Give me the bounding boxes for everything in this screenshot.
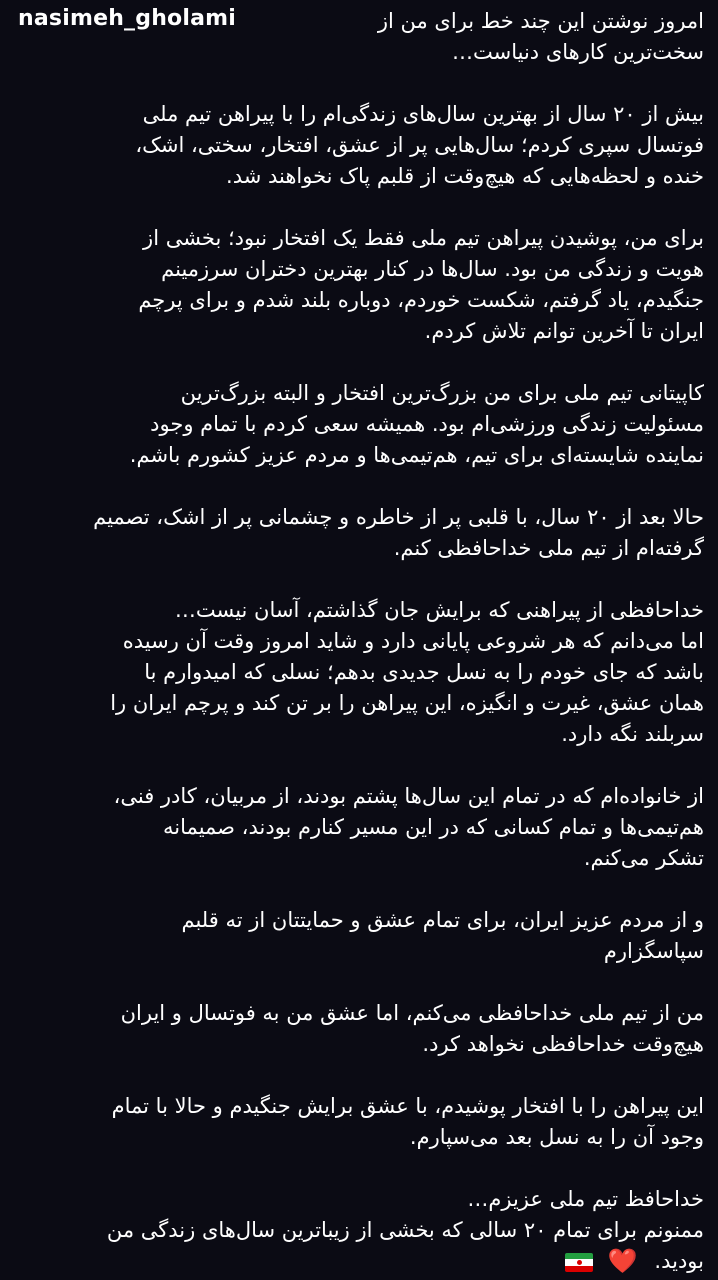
caption-line: مسئولیت زندگی ورزشی‌ام بود. همیشه سعی کردم با تمام وجود (150, 412, 704, 436)
caption-line: نماینده شایسته‌ای برای تیم، هم‌تیمی‌ها و مردم عزیز کشورم باشم. (129, 443, 704, 467)
caption-line: جنگیدم، یاد گرفتم، شکست خوردم، دوباره بلند شدم و برای پرچم (138, 288, 704, 312)
emoji-group (565, 1247, 638, 1278)
caption-line: بودید. (654, 1249, 704, 1273)
caption-last-line (8, 1246, 704, 1277)
caption-line: این پیراهن را با افتخار پوشیدم، با عشق برایش جنگیدم و حالا با تمام (111, 1094, 704, 1118)
caption-line: و از مردم عزیز ایران، برای تمام عشق و حمایتتان از ته قلبم (181, 908, 704, 932)
heart-icon: ❤️ (607, 1246, 638, 1275)
caption-line: امروز نوشتن این چند خط برای من از (377, 9, 704, 33)
username[interactable]: nasimeh_gholami (18, 6, 237, 31)
caption-line: فوتسال سپری کردم؛ سال‌هایی پر از عشق، افتخار، سختی، اشک، (135, 133, 704, 157)
caption-line: برای من، پوشیدن پیراهن تیم ملی فقط یک افتخار نبود؛ بخشی از (143, 226, 704, 250)
caption-line: من از تیم ملی خداحافظی می‌کنم، اما عشق من به فوتسال و ایران (120, 1001, 704, 1025)
caption-line: خنده و لحظه‌هایی که هیچ‌وقت از قلبم پاک نخواهند شد. (226, 164, 704, 188)
caption-line: تشکر می‌کنم. (583, 846, 704, 870)
caption-line: خداحافظ تیم ملی عزیزم… (467, 1187, 704, 1211)
iran-flag-icon (565, 1253, 593, 1272)
caption-line: سربلند نگه دارد. (561, 722, 704, 746)
caption-line: وجود آن را به نسل بعد می‌سپارم. (409, 1125, 704, 1149)
caption-line: هویت و زندگی من بود. سال‌ها در کنار بهترین دختران سرزمینم (161, 257, 704, 281)
caption-line: هیچ‌وقت خداحافظی نخواهد کرد. (422, 1032, 704, 1056)
caption-line: اما می‌دانم که هر شروعی پایانی دارد و شاید امروز وقت آن رسیده (122, 629, 704, 653)
caption-line: کاپیتانی تیم ملی برای من بزرگ‌ترین افتخار و البته بزرگ‌ترین (180, 381, 704, 405)
caption-line: حالا بعد از ۲۰ سال، با قلبی پر از خاطره و چشمانی پر از اشک، تصمیم (93, 505, 704, 529)
caption-line: خداحافظی از پیراهنی که برایش جان گذاشتم، آسان نیست… (174, 598, 704, 622)
caption-line: باشد که جای خودم را به نسل جدیدی بدهم؛ نسلی که امیدوارم با (144, 660, 704, 684)
caption-line: هم‌تیمی‌ها و تمام کسانی که در این مسیر کنارم بودند، صمیمانه (163, 815, 704, 839)
caption-text (8, 6, 704, 1277)
caption-line: همان عشق، غیرت و انگیزه، این پیراهن را بر تن کند و پرچم ایران را (110, 691, 704, 715)
caption-line: سخت‌ترین کارهای دنیاست… (452, 40, 704, 64)
caption-line: ممنونم برای تمام ۲۰ سالی که بخشی از زیباترین سال‌های زندگی من (106, 1218, 704, 1242)
caption-line: ایران تا آخرین توانم تلاش کردم. (424, 319, 704, 343)
caption-line: سپاسگزارم (603, 939, 704, 963)
caption-line: از خانواده‌ام که در تمام این سال‌ها پشتم بودند، از مربیان، کادر فنی، (113, 784, 704, 808)
caption-line: بیش از ۲۰ سال از بهترین سال‌های زندگی‌ام را با پیراهن تیم ملی (142, 102, 704, 126)
caption-line: گرفته‌ام از تیم ملی خداحافظی کنم. (393, 536, 704, 560)
